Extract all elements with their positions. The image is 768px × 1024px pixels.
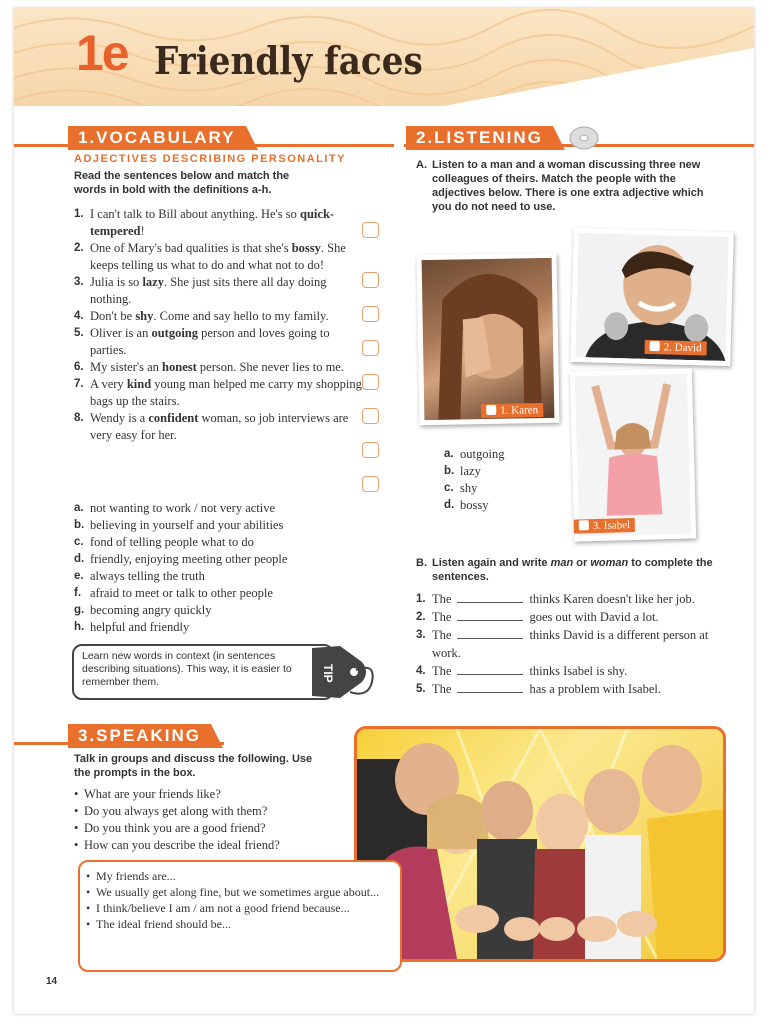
answer-square[interactable]	[579, 520, 589, 530]
blank-field[interactable]	[457, 620, 523, 621]
question-item: • Do you think you are a good friend?	[74, 821, 266, 835]
name-tag-isabel: 3. Isabel	[574, 518, 636, 534]
photo-karen	[417, 253, 560, 425]
bullet-icon: •	[86, 885, 91, 899]
prompts-list	[86, 868, 396, 932]
vocabulary-instructions: Read the sentences below and match the words in bold with the definitions a-h.	[74, 170, 290, 196]
definition-item: c. fond of telling people what to do	[74, 535, 254, 549]
page-title: Friendly faces	[154, 38, 423, 83]
sentence-item: 1. I can't talk to Bill about anything. He's so quick-tempered!	[74, 207, 335, 238]
listening-instructions-b: B. Listen again and write man or woman to complete the sentences.	[416, 557, 713, 583]
completion-item: 1. The thinks Karen doesn't like her job.	[416, 592, 695, 606]
karen-figure	[422, 258, 555, 420]
vocabulary-label: 1.VOCABULARY	[68, 126, 246, 150]
completion-item: 5. The has a problem with Isabel.	[416, 682, 661, 696]
title-banner	[14, 8, 754, 106]
bullet-icon: •	[74, 804, 79, 818]
friends-figure	[357, 729, 723, 959]
question-item: • What are your friends like?	[74, 787, 221, 801]
definition-item: h. helpful and friendly	[74, 620, 190, 634]
answer-box-2[interactable]	[362, 272, 379, 288]
page-number: 14	[46, 976, 58, 987]
adjectives-list	[444, 446, 564, 514]
definitions-list	[74, 500, 364, 636]
prompt-item: • I think/believe I am / am not a good friend because...	[86, 901, 350, 915]
sentence-item: 6. My sister's an honest person. She never lies to me.	[74, 360, 344, 374]
answer-box-6[interactable]	[362, 408, 379, 424]
answer-box-8[interactable]	[362, 476, 379, 492]
bullet-icon: •	[74, 787, 79, 801]
blank-field[interactable]	[457, 638, 523, 639]
listening-sentences	[416, 590, 736, 698]
sentence-item: 7. A very kind young man helped me carry my shopping bags up the stairs.	[74, 377, 362, 408]
cd-icon	[568, 124, 600, 152]
completion-item: 4. The thinks Isabel is shy.	[416, 664, 628, 678]
prompt-item: • The ideal friend should be...	[86, 917, 231, 931]
answer-box-7[interactable]	[362, 442, 379, 458]
speaking-questions	[74, 786, 354, 854]
answer-box-5[interactable]	[362, 374, 379, 390]
answer-square[interactable]	[650, 341, 660, 351]
bullet-icon: •	[74, 821, 79, 835]
prompt-item: • My friends are...	[86, 869, 176, 883]
question-item: • Do you always get along with them?	[74, 804, 268, 818]
listening-label: 2.LISTENING	[406, 126, 553, 150]
name-tag-karen: 1. Karen	[481, 403, 543, 418]
answer-square[interactable]	[486, 405, 496, 415]
sentence-item: 5. Oliver is an outgoing person and loves going to parties.	[74, 326, 330, 357]
completion-item: 3. The thinks David is a different person at work.	[416, 628, 709, 660]
isabel-figure	[575, 374, 691, 537]
sentence-item: 8. Wendy is a confident woman, so job interviews are very easy for her.	[74, 411, 349, 442]
bullet-icon: •	[86, 869, 91, 883]
adjective-item: c. shy	[444, 481, 478, 495]
adjective-item: b. lazy	[444, 464, 481, 478]
question-item: • How can you describe the ideal friend?	[74, 838, 280, 852]
bullet-icon: •	[86, 901, 91, 915]
prompt-item: • We usually get along fine, but we sometimes argue about...	[86, 885, 380, 899]
answer-box-3[interactable]	[362, 306, 379, 322]
sentence-item: 4. Don't be shy. Come and say hello to my family.	[74, 309, 329, 323]
tip-text: Learn new words in context (in sentences describing situations). This way, it is easier to remember them.	[82, 650, 292, 688]
photo-david	[570, 228, 733, 366]
group-photo	[354, 726, 726, 962]
bullet-icon: •	[86, 917, 91, 931]
answer-box-4[interactable]	[362, 340, 379, 356]
textbook-page	[14, 8, 754, 1014]
answer-box-1[interactable]	[362, 222, 379, 238]
vocabulary-sentences	[74, 206, 364, 444]
photo-isabel	[570, 368, 696, 541]
blank-field[interactable]	[457, 692, 523, 693]
listening-instructions-a: A. Listen to a man and a woman discussing three new colleagues of theirs. Match the people with the adjectives below. There is one extra adjective which you do not need to use.	[416, 159, 704, 213]
definition-item: g. becoming angry quickly	[74, 603, 212, 617]
adjective-item: d. bossy	[444, 498, 489, 512]
definition-item: f. afraid to meet or talk to other people	[74, 586, 273, 600]
speaking-label: 3.SPEAKING	[68, 724, 211, 748]
tip-tag-icon	[310, 642, 380, 704]
unit-number: 1e	[76, 25, 128, 81]
blank-field[interactable]	[457, 602, 523, 603]
speaking-instructions: Talk in groups and discuss the following. Use the prompts in the box.	[74, 753, 313, 779]
bullet-icon: •	[74, 838, 79, 852]
adjective-item: a. outgoing	[444, 447, 505, 461]
name-tag-david: 2. David	[645, 340, 707, 356]
definition-item: b. believing in yourself and your abilities	[74, 518, 284, 532]
definition-item: e. always telling the truth	[74, 569, 205, 583]
definition-item: d. friendly, enjoying meeting other people	[74, 552, 288, 566]
sentence-item: 2. One of Mary's bad qualities is that she's bossy. She keeps telling us what to do and what not to do!	[74, 241, 346, 272]
tip-tag-label: TIP	[321, 664, 335, 683]
blank-field[interactable]	[457, 674, 523, 675]
sentence-item: 3. Julia is so lazy. She just sits there all day doing nothing.	[74, 275, 327, 306]
completion-item: 2. The goes out with David a lot.	[416, 610, 659, 624]
definition-item: a. not wanting to work / not very active	[74, 501, 276, 515]
vocabulary-subheading: ADJECTIVES DESCRIBING PERSONALITY	[74, 153, 346, 165]
